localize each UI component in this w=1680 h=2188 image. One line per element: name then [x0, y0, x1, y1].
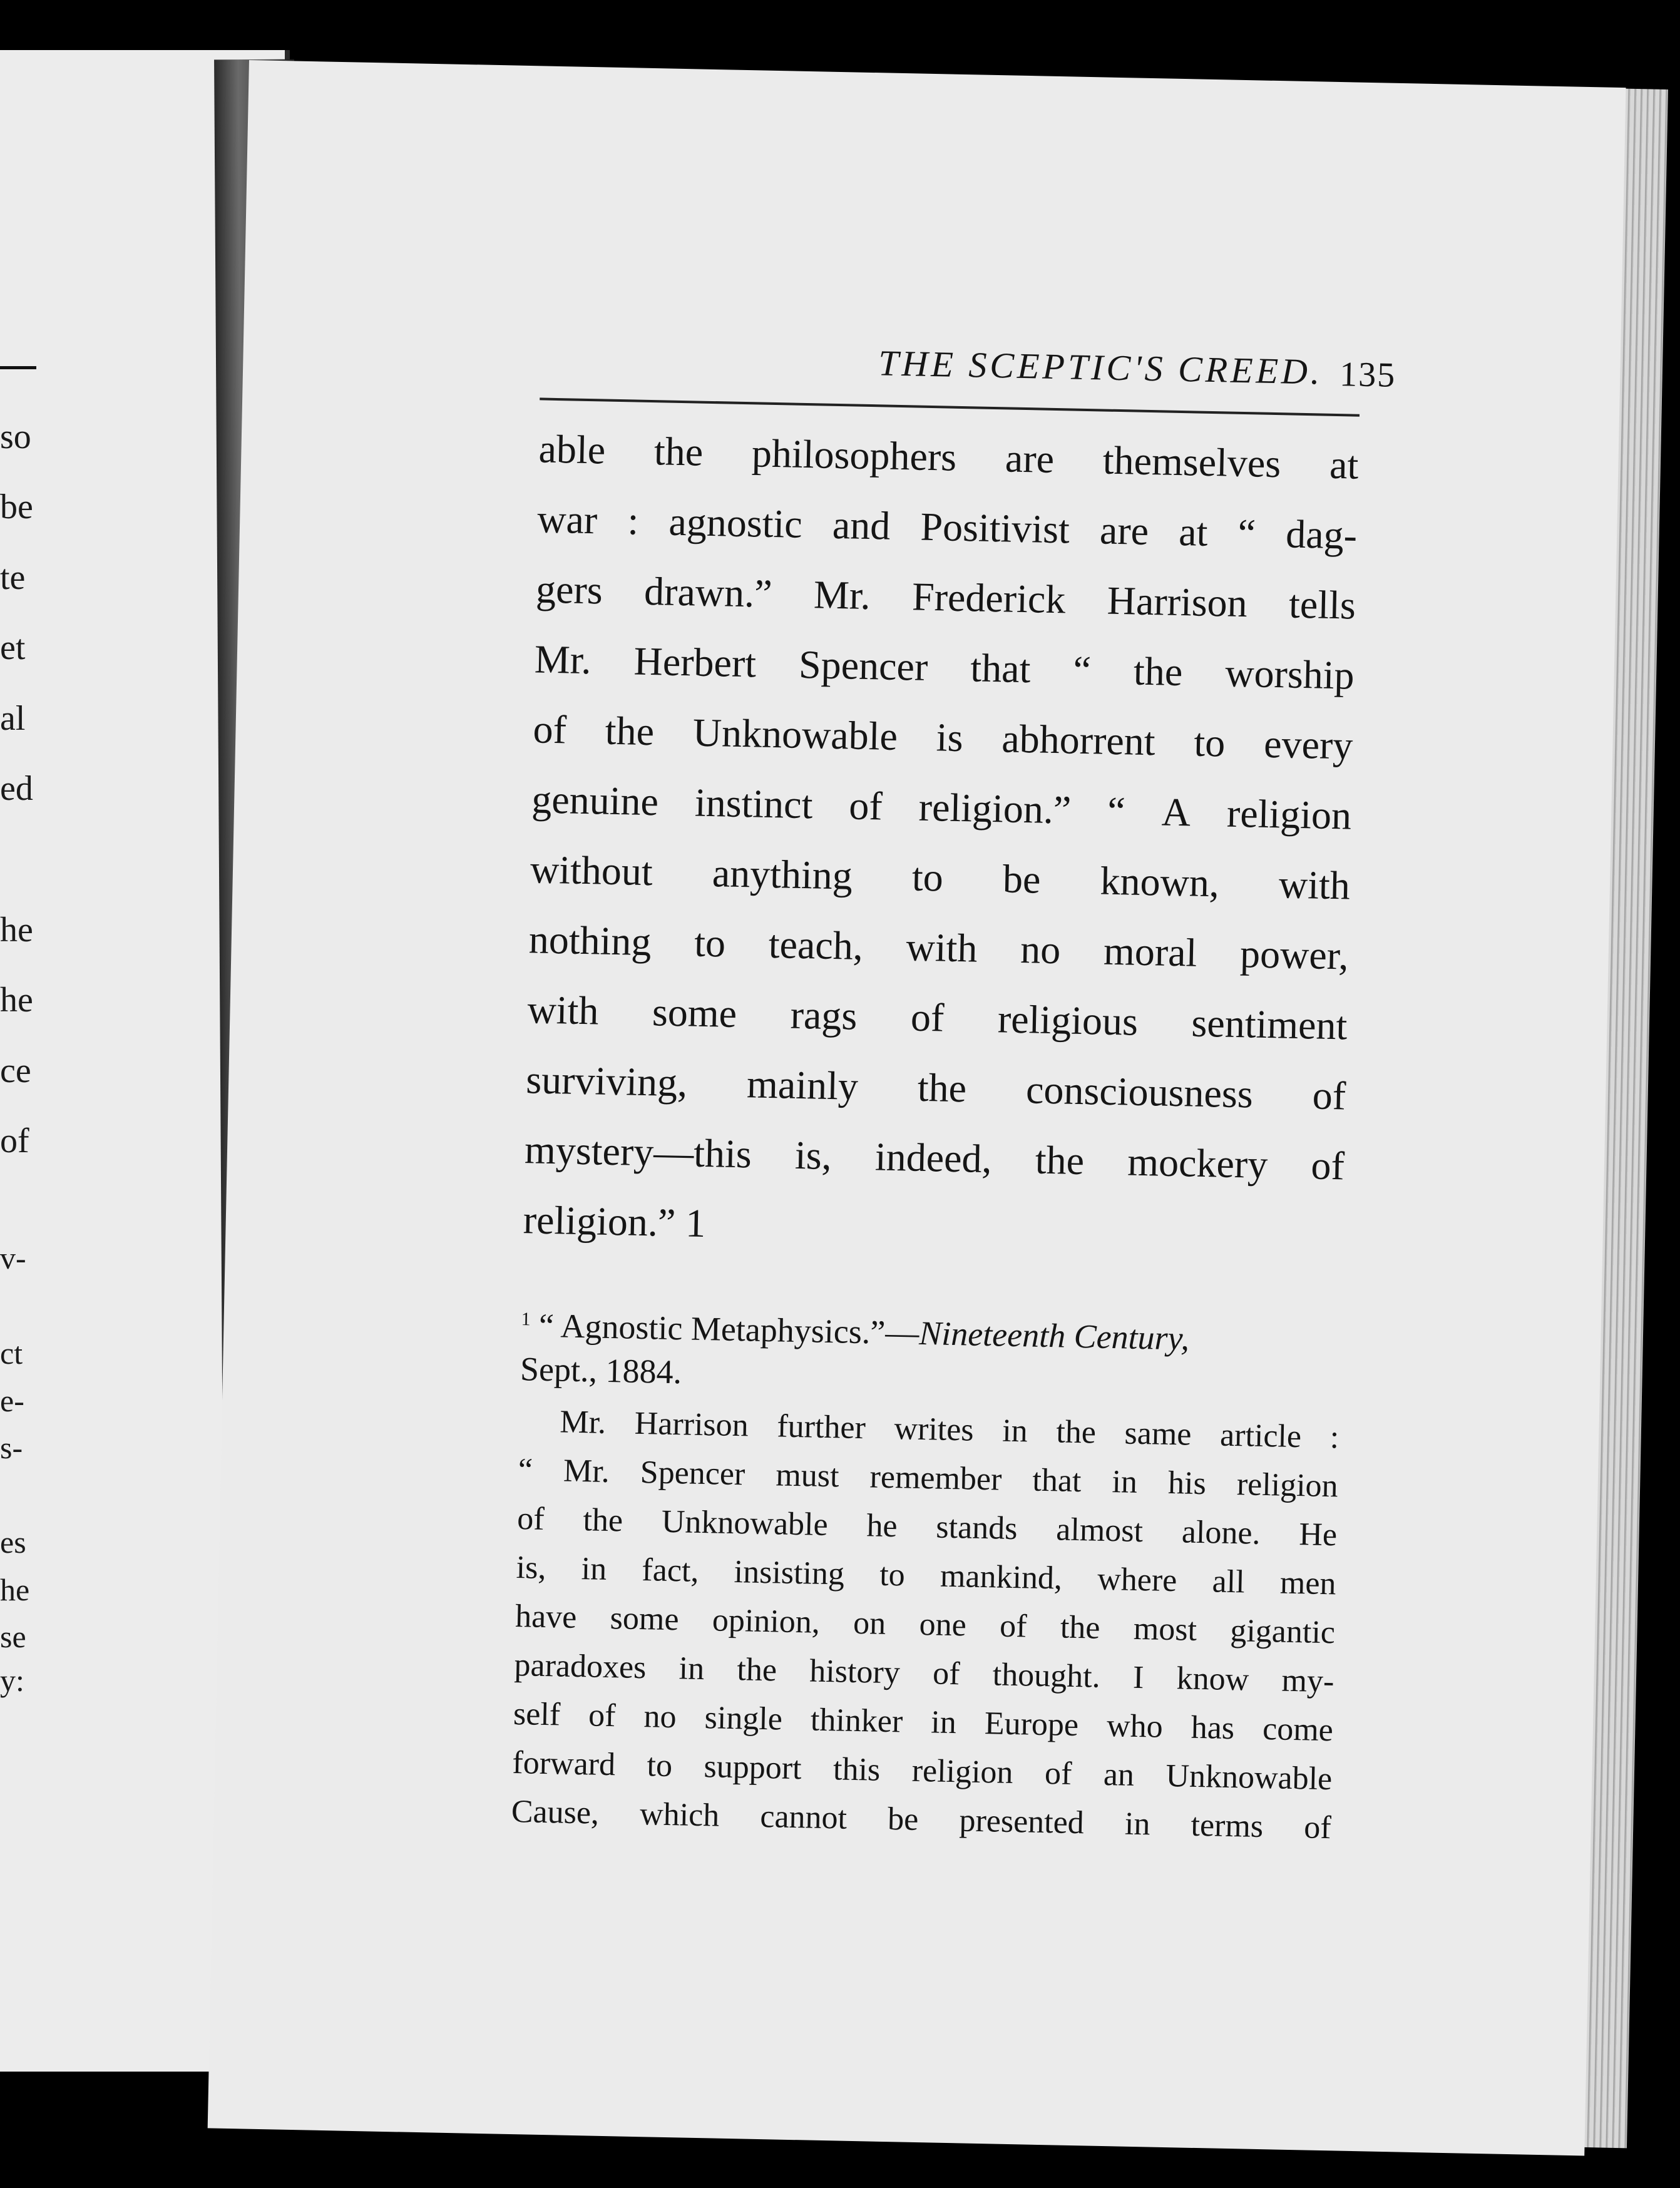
footnote-date: Sept., 1884.	[520, 1350, 682, 1391]
left-fragment: of	[0, 1122, 29, 1160]
left-fragment: et	[0, 628, 26, 667]
left-fragment: e-	[0, 1383, 24, 1418]
body-line: with some rags of religious sentiment	[526, 987, 1348, 1048]
left-fragment: he	[0, 1572, 30, 1607]
footnote-marker: 1	[521, 1309, 531, 1330]
footnote-line: “ Mr. Spencer must remember that in his religion	[518, 1452, 1339, 1505]
left-fragment: te	[0, 558, 26, 597]
footnote-line: Cause, which cannot be presented in terms of	[511, 1793, 1332, 1846]
left-fragment: y:	[0, 1663, 24, 1698]
body-line: religion.” 1	[523, 1197, 707, 1246]
left-fragment: be	[0, 488, 33, 526]
body-line: without anything to be known, with	[530, 847, 1351, 908]
body-line: war : agnostic and Positivist are at “ dag-	[536, 496, 1358, 558]
left-fragment: s-	[0, 1430, 23, 1465]
left-fragment: al	[0, 699, 26, 738]
body-line: surviving, mainly the consciousness of	[525, 1057, 1346, 1118]
left-fragment: ct	[0, 1336, 23, 1371]
body-line: able the philosophers are themselves at	[538, 426, 1360, 488]
page-number: 135	[1339, 355, 1396, 395]
body-line: of the Unknowable is abhorrent to every	[532, 707, 1354, 768]
left-page-rule	[0, 366, 36, 369]
body-line: mystery—this is, indeed, the mockery of	[524, 1127, 1345, 1189]
footnote-line: have some opinion, on one of the most gigantic	[515, 1598, 1336, 1651]
left-fragment: se	[0, 1619, 26, 1654]
header-rule	[540, 397, 1360, 416]
body-line: gers drawn.” Mr. Frederick Harrison tells	[535, 566, 1356, 628]
body-line: Mr. Herbert Spencer that “ the worship	[534, 636, 1355, 698]
body-line: genuine instinct of religion.” “ A religion	[531, 777, 1352, 838]
left-fragment: so	[0, 417, 31, 456]
right-page	[208, 60, 1626, 2155]
footnote-line: forward to support this religion of an Unknowable	[511, 1744, 1333, 1797]
left-fragment: ed	[0, 769, 33, 808]
footnote-line: paradoxes in the history of thought. I know my-	[514, 1647, 1334, 1700]
left-fragment: ce	[0, 1051, 31, 1090]
footnote-source: Nineteenth Century,	[918, 1314, 1190, 1357]
left-fragment: es	[0, 1525, 26, 1560]
left-fragment: he	[0, 981, 33, 1020]
footnote-line: Mr. Harrison further writes in the same article :	[559, 1404, 1339, 1456]
footnote-line: self of no single thinker in Europe who has come	[513, 1696, 1334, 1749]
body-line: nothing to teach, with no moral power,	[528, 917, 1350, 978]
footnote-line: is, in fact, insisting to mankind, where all men	[516, 1550, 1337, 1602]
running-head: THE SCEPTIC'S CREED.	[878, 342, 1324, 392]
left-fragment: v-	[0, 1240, 26, 1275]
left-fragment: he	[0, 911, 33, 949]
footnote-citation	[521, 1308, 1341, 1358]
footnote-line: of the Unknowable he stands almost alone. He	[516, 1501, 1338, 1553]
footnote-title: “ Agnostic Metaphysics.”—	[538, 1306, 919, 1352]
